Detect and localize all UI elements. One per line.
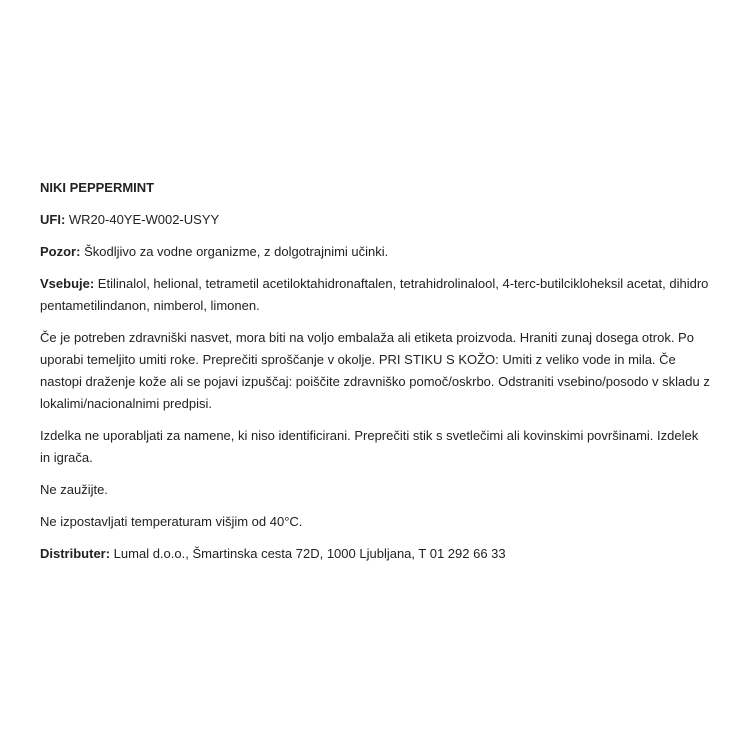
distributor-line — [40, 543, 710, 565]
warning-value: Škodljivo za vodne organizme, z dolgotrajnimi učinki. — [80, 244, 389, 259]
product-title: NIKI PEPPERMINT — [40, 180, 155, 195]
warning-label: Pozor: — [40, 244, 81, 259]
warning-line — [40, 241, 710, 263]
contains-paragraph — [40, 273, 710, 317]
do-not-ingest-line: Ne zaužijte. — [40, 482, 108, 497]
ufi-value: WR20-40YE-W002-USYY — [65, 212, 220, 227]
usage-paragraph: Izdelka ne uporabljati za namene, ki niso identificirani. Preprečiti stik s svetlečimi ali kovinskimi površinami. Izdelek in igrača. — [40, 428, 699, 465]
contains-label: Vsebuje: — [40, 276, 95, 291]
ufi-line — [40, 209, 710, 231]
precautions-paragraph: Če je potreben zdravniški nasvet, mora biti na voljo embalaža ali etiketa proizvoda. Hraniti zunaj dosega otrok. Po uporabi temeljito umiti roke. Preprečiti sproščanje v okolje. PRI STIKU S KOŽO: Umiti z veliko vode in mila. Če nastopi draženje kože ali se pojavi izpuščaj: poiščite zdravniško pomoč/oskrbo. Odstraniti vsebino/posodo v skladu z lokalimi/nacionalnimi predpisi. — [40, 330, 710, 411]
ufi-label: UFI: — [40, 212, 66, 227]
distributor-value: Lumal d.o.o., Šmartinska cesta 72D, 1000 Ljubljana, T 01 292 66 33 — [110, 546, 506, 561]
temperature-line: Ne izpostavljati temperaturam višjim od 40°C. — [40, 514, 303, 529]
distributor-label: Distributer: — [40, 546, 111, 561]
contains-value: Etilinalol, helional, tetrametil acetiloktahidronaftalen, tetrahidrolinalool, 4-terc-butilcikloheksil acetat, dihidro pentametilindanon, nimberol, limonen. — [40, 276, 709, 313]
